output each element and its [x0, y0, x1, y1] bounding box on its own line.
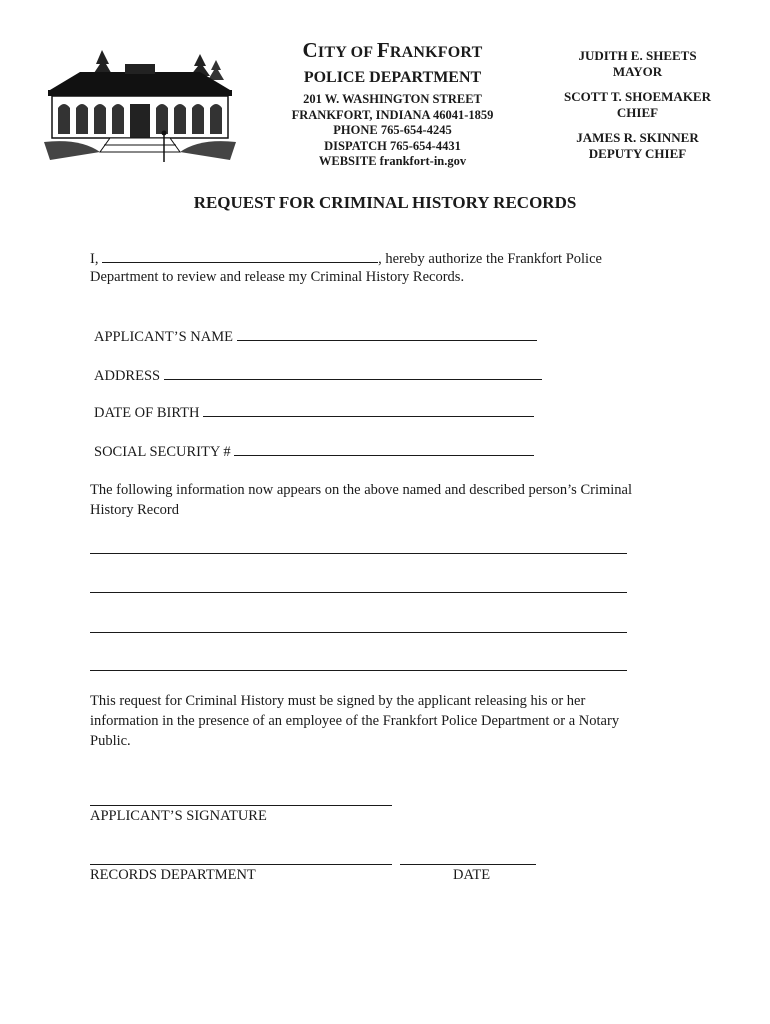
officials-list	[545, 48, 730, 171]
date-of-birth-blank[interactable]	[203, 402, 534, 417]
phone-line: PHONE 765-654-4245	[333, 123, 452, 137]
department-name: POLICE DEPARTMENT	[303, 69, 482, 86]
date-of-birth-field: DATE OF BIRTH	[94, 402, 534, 422]
letterhead	[270, 38, 515, 170]
contact-block	[270, 92, 515, 170]
city-name: CITY OF FRANKFORT	[302, 38, 483, 62]
city-hall-logo	[40, 42, 240, 167]
record-line-2[interactable]	[90, 592, 627, 593]
record-line-3[interactable]	[90, 632, 627, 633]
address-field: ADDRESS	[94, 365, 542, 385]
applicant-signature-label: APPLICANT’S SIGNATURE	[90, 808, 267, 824]
records-department-label: RECORDS DEPARTMENT	[90, 867, 256, 883]
date-label: DATE	[453, 867, 491, 883]
record-info-text: The following information now appears on the above named and described person’s Criminal History Record	[90, 482, 632, 518]
dispatch-line: DISPATCH 765-654-4431	[324, 138, 461, 153]
record-line-4[interactable]	[90, 670, 627, 671]
address-line-2: FRANKFORT, INDIANA 46041-1859	[291, 107, 494, 122]
authorization-line-2: Department to review and release my Criminal History Records.	[90, 269, 465, 285]
address-blank[interactable]	[164, 365, 542, 380]
authorizer-name-blank[interactable]	[102, 248, 378, 263]
official-deputy-chief: JAMES R. SKINNER DEPUTY CHIEF	[576, 130, 699, 161]
address-line-1: 201 W. WASHINGTON STREET	[303, 92, 482, 106]
website-line: WEBSITE frankfort-in.gov	[318, 154, 467, 168]
authorization-line-1: I, , hereby authorize the Frankfort Police	[90, 248, 602, 269]
signature-notice: This request for Criminal History must be signed by the applicant releasing his or her information in the presence of an employee of the Frankfort Police Department or a Notary Public.	[90, 693, 620, 749]
record-line-1[interactable]	[90, 553, 627, 554]
official-mayor: JUDITH E. SHEETS MAYOR	[578, 48, 697, 79]
applicant-name-field: APPLICANT’S NAME	[94, 326, 537, 346]
applicant-name-blank[interactable]	[237, 326, 537, 341]
social-security-blank[interactable]	[234, 441, 534, 456]
official-chief: SCOTT T. SHOEMAKER CHIEF	[563, 89, 711, 120]
social-security-field: SOCIAL SECURITY #	[94, 441, 534, 461]
form-title: REQUEST FOR CRIMINAL HISTORY RECORDS	[193, 193, 577, 212]
